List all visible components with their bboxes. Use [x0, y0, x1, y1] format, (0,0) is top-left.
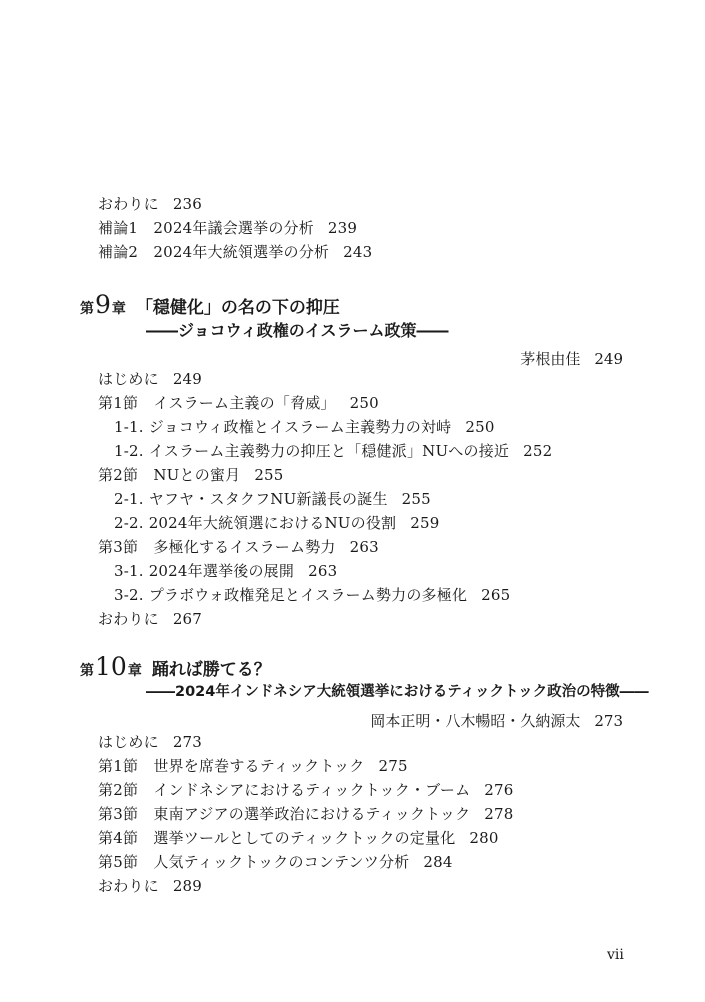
toc-entry — [98, 876, 202, 896]
toc-entry-label: 1-2. イスラーム主義勢力の抑圧と「穏健派」NUへの接近 — [114, 442, 510, 460]
author-page: 249 — [594, 350, 623, 368]
toc-entry-label: おわりに — [98, 195, 159, 213]
toc-entry-label: 第2節 インドネシアにおけるティックトック・ブーム — [98, 781, 471, 799]
toc-entry-page: 263 — [308, 562, 338, 580]
toc-entry-label: 2-2. 2024年大統領選におけるNUの役割 — [114, 514, 397, 532]
toc-entry — [98, 537, 379, 557]
toc-entry — [114, 441, 552, 461]
toc-entry-label: 第3節 多極化するイスラーム勢力 — [98, 538, 336, 556]
toc-entry — [114, 489, 431, 509]
toc-entry-page: 276 — [484, 781, 514, 799]
chapter-number: 10 — [95, 652, 127, 681]
chapter-title: 踊れば勝てる？ — [151, 660, 271, 680]
toc-entry — [114, 561, 337, 581]
toc-entry-page: 284 — [423, 853, 453, 871]
toc-entry-page: 263 — [349, 538, 379, 556]
toc-entry — [98, 609, 202, 629]
toc-entry-label: 補論1 2024年議会選挙の分析 — [98, 219, 314, 237]
toc-entry-label: 第4節 選挙ツールとしてのティックトックの定量化 — [98, 829, 456, 847]
chapter-10-subtitle: ――2024年インドネシア大統領選挙におけるティックトック政治の特徴―― — [146, 684, 649, 700]
toc-entry-page: 259 — [410, 514, 440, 532]
toc-entry — [98, 369, 202, 389]
toc-entry-appendix-2 — [98, 242, 372, 262]
toc-entry-label: 3-1. 2024年選挙後の展開 — [114, 562, 295, 580]
chapter-9-heading — [80, 290, 340, 319]
chapter-9-subtitle: ――ジョコウィ政権のイスラーム政策―― — [146, 321, 449, 340]
toc-entry-page: 250 — [465, 418, 495, 436]
toc-entry-label: 補論2 2024年大統領選挙の分析 — [98, 243, 330, 261]
chapter-number: 9 — [95, 290, 111, 319]
toc-entry-page: 243 — [343, 243, 373, 261]
toc-entry-page: 239 — [327, 219, 358, 237]
toc-entry-label: はじめに — [98, 370, 159, 388]
toc-entry-page: 249 — [172, 370, 203, 388]
toc-entry-label: 第2節 NUとの蜜月 — [98, 466, 241, 484]
author-name: 岡本正明・八木暢昭・久納源太 — [370, 712, 581, 730]
chapter-9-author — [520, 348, 623, 369]
toc-entry-page: 289 — [172, 877, 203, 895]
toc-entry — [98, 780, 514, 800]
toc-entry-page: 278 — [484, 805, 514, 823]
toc-entry — [98, 828, 499, 848]
chapter-10-heading — [80, 652, 271, 681]
toc-entry — [114, 417, 495, 437]
toc-entry-label: 第3節 東南アジアの選挙政治におけるティックトック — [98, 805, 471, 823]
toc-entry-page: 273 — [172, 733, 203, 751]
toc-entry-label: 2-1. ヤフヤ・スタクフNU新議長の誕生 — [114, 490, 388, 508]
toc-entry-label: 第5節 人気ティックトックのコンテンツ分析 — [98, 853, 410, 871]
chapter-suffix: 章 — [111, 301, 126, 317]
toc-entry — [98, 756, 408, 776]
toc-entry-label: おわりに — [98, 877, 159, 895]
page-number: vii — [607, 947, 624, 963]
toc-entry — [98, 732, 202, 752]
chapter-10-author — [370, 710, 623, 731]
toc-entry-label: 1-1. ジョコウィ政権とイスラーム主義勢力の対峙 — [114, 418, 452, 436]
toc-entry-page: 275 — [378, 757, 408, 775]
toc-entry-page: 252 — [523, 442, 553, 460]
toc-entry-label: 3-2. プラボウォ政権発足とイスラーム勢力の多極化 — [114, 586, 468, 604]
chapter-prefix: 第 — [80, 663, 94, 679]
toc-entry-owarini-prev — [98, 194, 202, 214]
toc-entry-page: 255 — [401, 490, 431, 508]
toc-entry-label: はじめに — [98, 733, 159, 751]
chapter-title: 「穏健化」の名の下の抑圧 — [135, 298, 340, 318]
toc-entry — [98, 393, 379, 413]
toc-entry — [98, 852, 453, 872]
toc-entry — [98, 465, 284, 485]
toc-entry-appendix-1 — [98, 218, 357, 238]
toc-entry-page: 236 — [172, 195, 203, 213]
toc-entry — [114, 513, 439, 533]
toc-entry-page: 255 — [254, 466, 284, 484]
toc-entry-label: 第1節 イスラーム主義の「脅威」 — [98, 394, 336, 412]
toc-entry-page: 250 — [349, 394, 379, 412]
toc-entry — [98, 804, 514, 824]
toc-entry-page: 267 — [172, 610, 203, 628]
author-name: 茅根由佳 — [520, 350, 581, 368]
toc-entry-label: 第1節 世界を席巻するティックトック — [98, 757, 365, 775]
chapter-suffix: 章 — [127, 663, 142, 679]
author-page: 273 — [594, 712, 623, 730]
chapter-prefix: 第 — [80, 301, 94, 317]
toc-entry-label: おわりに — [98, 610, 159, 628]
toc-entry-page: 265 — [481, 586, 511, 604]
toc-entry-page: 280 — [469, 829, 499, 847]
toc-entry — [114, 585, 510, 605]
